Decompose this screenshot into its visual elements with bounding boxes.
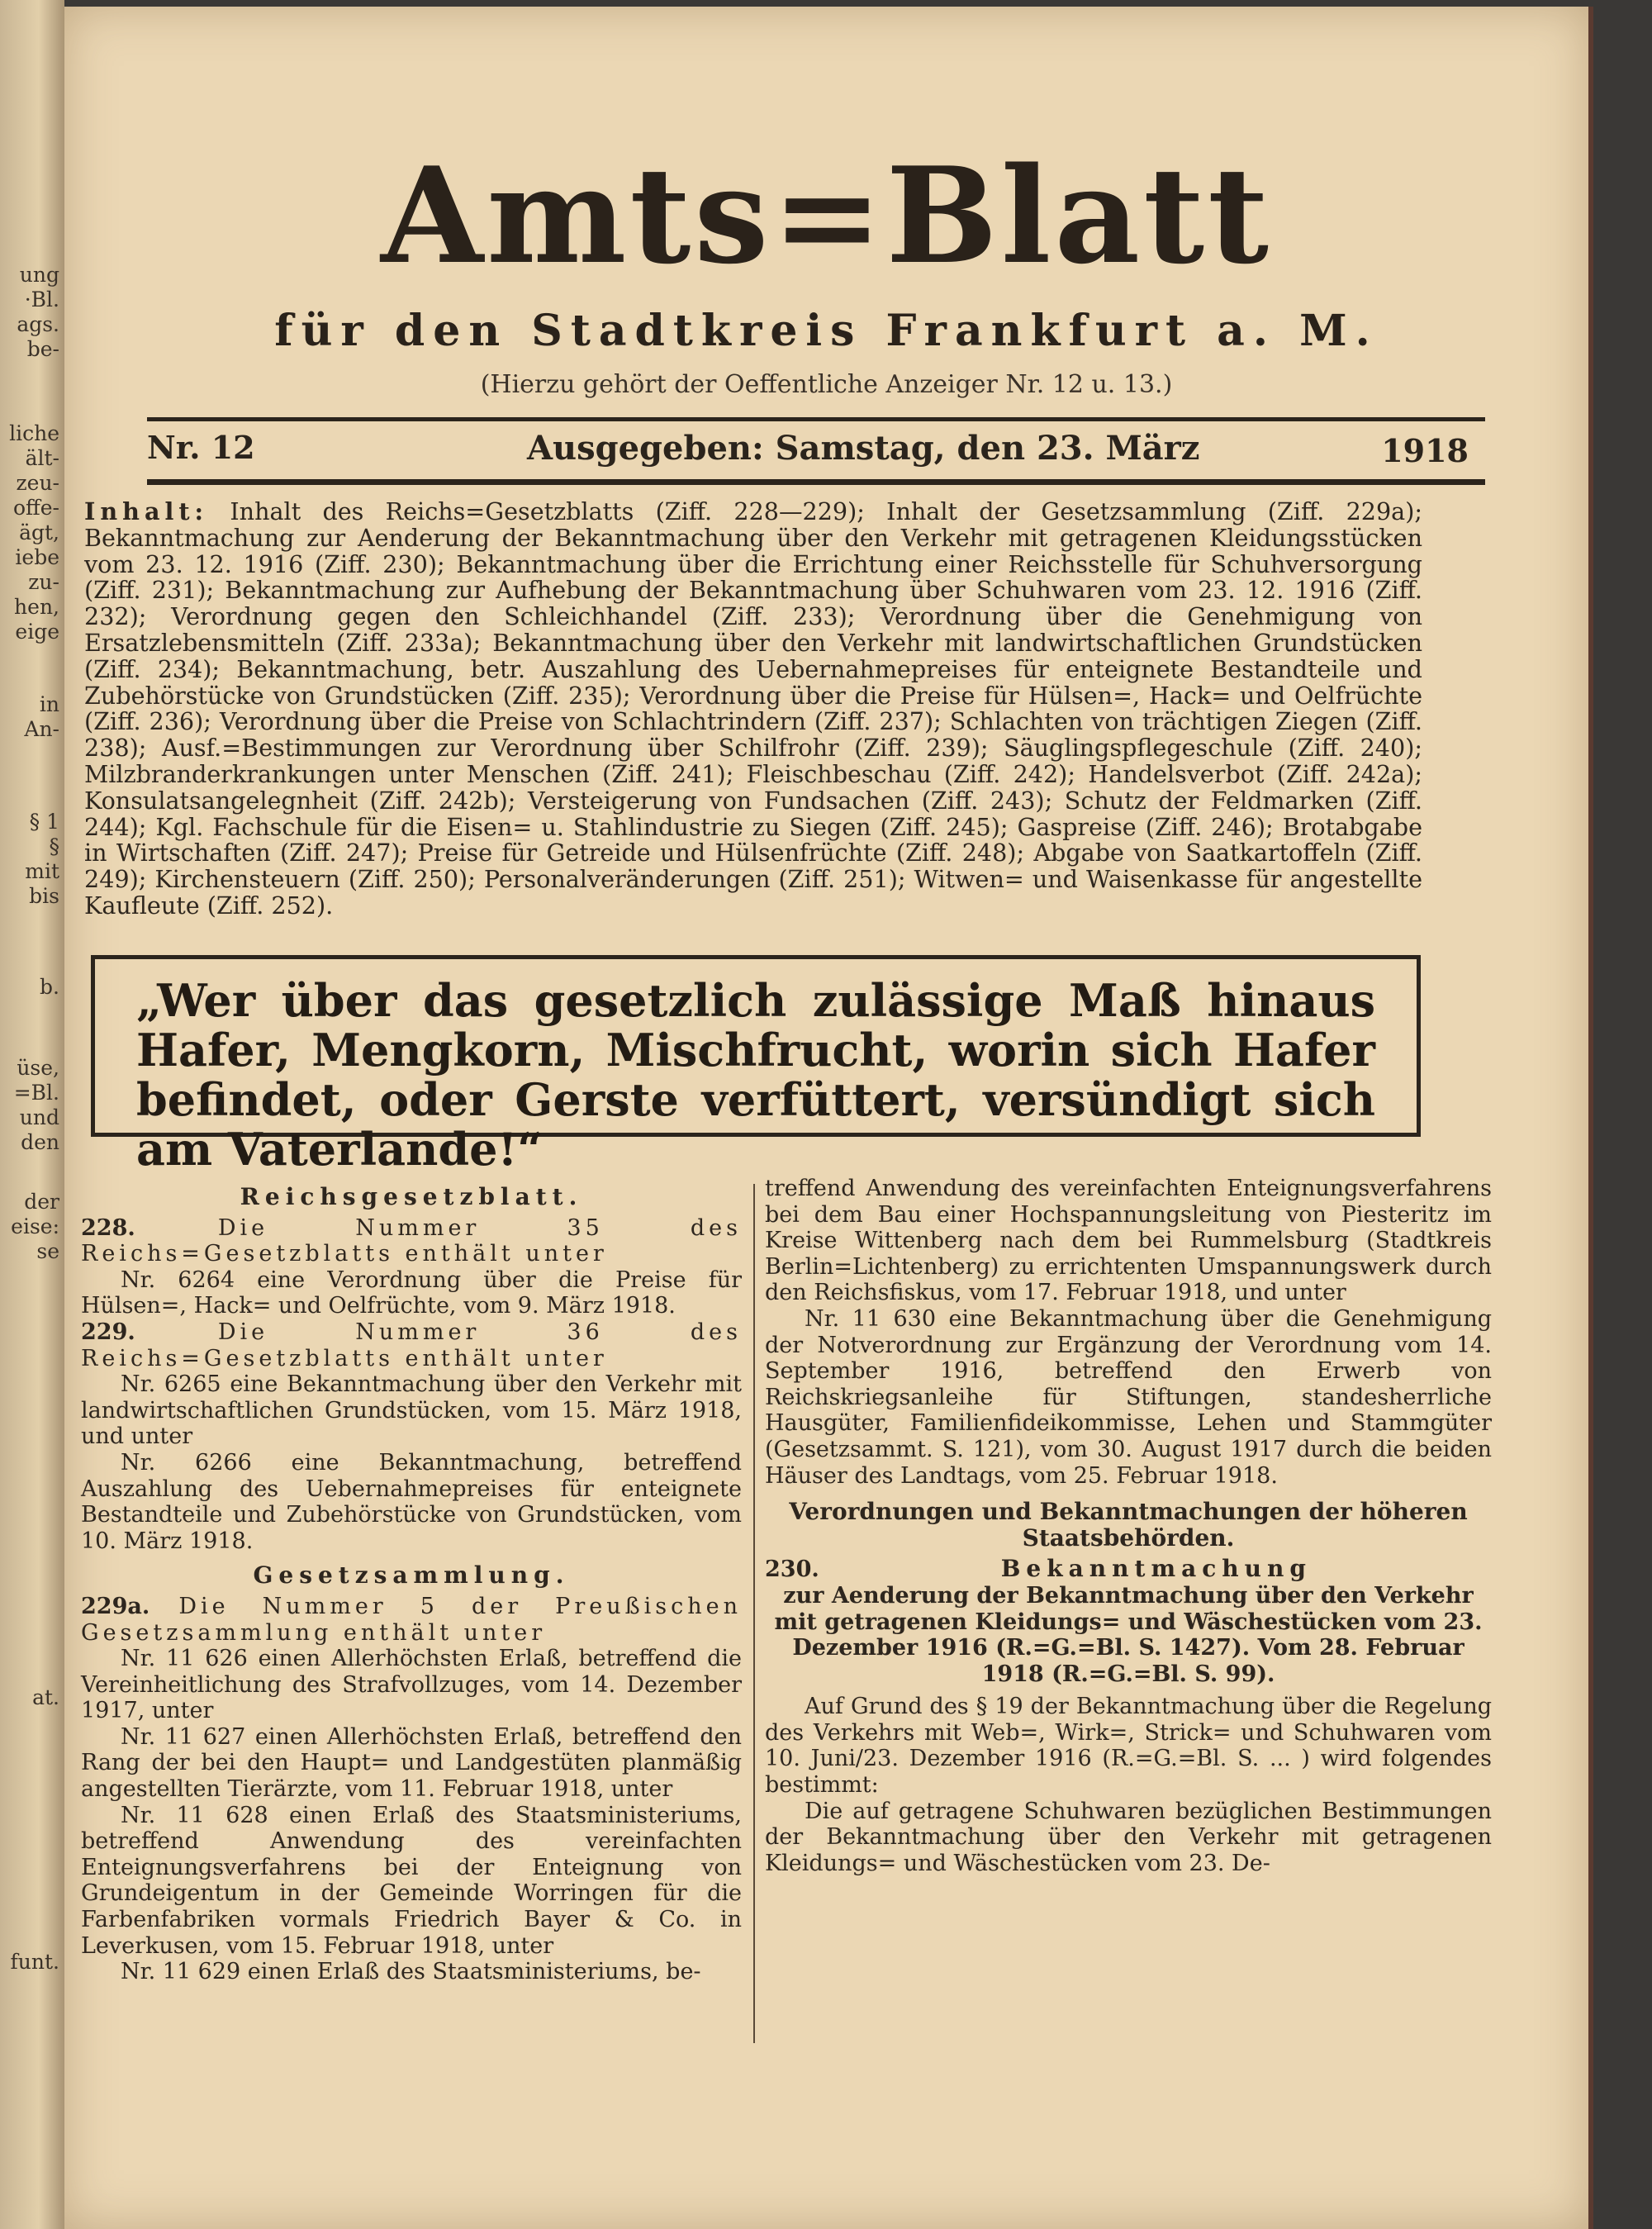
item-11628: Nr. 11 628 einen Erlaß des Staatsministeriums, betreffend Anwendung des vereinfachten Enteignungsverfahrens bei der Enteignung von Grundeigentum in der Gemeinde Worringen für die Farbenfabriken vormals Friedrich Bayer & Co. in Leverkusen, vom 15. Februar 1918, unter: [81, 1802, 742, 1959]
contents-text: Inhalt des Reichs=Gesetzblatts (Ziff. 228—229); Inhalt der Gesetzsammlung (Ziff. 229a); Bekanntmachung zur Aenderung der Bekanntmachung über den Verkehr mit getragenen Kleidungsstücken vom 23. 12. 1916 (Ziff. 230); Bekanntmachung über die Errichtung einer Reichsstelle für Schuhversorgung (Ziff. 231); Bekanntmachung zur Aufhebung der Bekanntmachung über Schuhwaren vom 23. 12. 1916 (Ziff. 232); Verordnung gegen den Schleichhandel (Ziff. 233); Verordnung über die Genehmigung von Ersatzlebensmitteln (Ziff. 233a); Bekanntmachung über den Verkehr mit landwirtschaftlichen Grundstücken (Ziff. 234); Bekanntmachung, betr. Auszahlung des Uebernahmepreises für enteignete Bestandteile und Zubehörstücke von Grundstücken (Ziff. 235); Verordnung über die Preise für Hülsen=, Hack= und Oelfrüchte (Ziff. 236); Verordnung über die Preise von Schlachtrindern (Ziff. 237); Schlachten von trächtigen Ziegen (Ziff. 238); Ausf.=Bestimmungen zur Verordnung über Schilfrohr (Ziff. 239); Säuglingspflegeschule (Ziff. 240); Milzbranderkrankungen unter Menschen (Ziff. 241); Fleischbeschau (Ziff. 242); Handelsverbot (Ziff. 242a); Konsulatsangelegnheit (Ziff. 242b); Versteigerung von Fundsachen (Ziff. 243); Schutz der Feldmarken (Ziff. 244); Kgl. Fachschule für die Eisen= u. Stahlindustrie zu Siegen (Ziff. 245); Gaspreise (Ziff. 246); Brotabgabe in Wirtschaften (Ziff. 247); Preise für Getreide und Hülsenfrüchte (Ziff. 248); Abgabe von Saatkartoffeln (Ziff. 249); Kirchensteuern (Ziff. 250); Personalveränderungen (Ziff. 251); Witwen= und Waisenkasse für angestellte Kaufleute (Ziff. 252).: [84, 497, 1422, 920]
item-230-heading: Bekanntmachung: [1000, 1555, 1312, 1583]
heading-gesetzsammlung: Gesetzsammlung.: [253, 1561, 570, 1590]
item-229a-number: 229a.: [81, 1593, 150, 1619]
top-rule: [147, 417, 1485, 421]
issue-year: 1918: [1381, 432, 1469, 469]
edge-fragment-group-1: ung ·Bl. ags. be-: [17, 263, 59, 361]
item-11626: Nr. 11 626 einen Allerhöchsten Erlaß, betreffend die Vereinheitlichung des Strafvollzuges, vom 14. Dezember 1917, unter: [81, 1646, 742, 1724]
item-11629-continued: treffend Anwendung des vereinfachten Enteignungsverfahrens bei dem Bau einer Hochspannungsleitung von Piesteritz im Kreise Wittenberg nach dem bei Rummelsburg (Stadtkreis Berlin=Lichtenberg) zu errichtenten Umspannungswerk durch den Reichsfiskus, vom 17. Februar 1918, und unter: [765, 1176, 1492, 1306]
item-229a: Nr. 6265 eine Bekanntmachung über den Verkehr mit landwirtschaftlichen Grundstücken, vom 15. März 1918, und unter: [81, 1371, 742, 1450]
item-229b: Nr. 6266 eine Bekanntmachung, betreffend Auszahlung des Uebernahmepreises für enteignete Bestandteile und Zubehörstücke von Grundstücken, vom 10. März 1918.: [81, 1449, 742, 1554]
issue-date: Ausgegeben: Samstag, den 23. März: [527, 429, 1200, 468]
item-230-body-2: Die auf getragene Schuhwaren bezüglichen Bestimmungen der Bekanntmachung über den Verkehr mit getragenen Kleidungs= und Wäschestücken vom 23. De-: [765, 1798, 1492, 1876]
binding-edge: [0, 0, 64, 2229]
edge-fragment-group-9: funt.: [10, 1950, 59, 1974]
heading-verordnungen: Verordnungen und Bekanntmachungen der höheren Staatsbehörden.: [789, 1498, 1468, 1552]
edge-fragment-group-8: at.: [32, 1685, 59, 1709]
edge-fragment-group-7: der eise: se: [11, 1190, 59, 1263]
left-column: [81, 1176, 742, 1985]
bottom-rule: [147, 479, 1485, 485]
item-228-text: Die Nummer 35 des Reichs=Gesetzblatts enthält unter: [81, 1214, 742, 1267]
item-229-text: Die Nummer 36 des Reichs=Gesetzblatts enthält unter: [81, 1319, 742, 1371]
table-of-contents: [84, 499, 1422, 920]
right-column: [765, 1176, 1492, 1876]
masthead-title: Amts=Blatt: [381, 138, 1272, 293]
edge-fragment-group-6: üse, =Bl. und den: [13, 1056, 59, 1154]
issue-row: [147, 424, 1469, 473]
item-228a: Nr. 6264 eine Verordnung über die Preise für Hülsen=, Hack= und Oelfrüchte, vom 9. März 1918.: [81, 1267, 742, 1319]
column-divider: [753, 1184, 755, 2043]
heading-reichsgesetzblatt: Reichsgesetzblatt.: [240, 1183, 583, 1210]
masthead-note: (Hierzu gehört der Oeffentliche Anzeiger Nr. 12 u. 13.): [480, 370, 1173, 399]
item-11629: Nr. 11 629 einen Erlaß des Staatsministeriums, be-: [121, 1959, 701, 1985]
item-230-body-1: Auf Grund des § 19 der Bekanntmachung über die Regelung des Verkehrs mit Web=, Wirk=, Strick= und Schuhwaren vom 10. Juni/23. Dezember 1916 (R.=G.=Bl. S. ... ) wird folgendes bestimmt:: [765, 1694, 1492, 1799]
item-228-number: 228.: [81, 1214, 135, 1241]
item-229a-text: Die Nummer 5 der Preußischen Gesetzsammlung enthält unter: [81, 1593, 743, 1646]
item-11630: Nr. 11 630 eine Bekanntmachung über die Genehmigung der Notverordnung zur Ergänzung der Verordnung vom 14. September 1916, betreffend den Erwerb von Reichskriegsanleihe für Stiftungen, standesherrliche Hausgüter, Familienfideikommisse, Lehen und Stammgüter (Gesetzsammt. S. 121), vom 30. August 1917 durch die beiden Häuser des Landtags, vom 25. Februar 1918.: [765, 1305, 1492, 1489]
newspaper-page: [64, 7, 1593, 2229]
issue-number: Nr. 12: [147, 429, 255, 466]
contents-lead: Inhalt:: [84, 497, 209, 525]
edge-fragment-group-4: § 1 § mit bis: [25, 810, 59, 908]
masthead-subtitle: für den Stadtkreis Frankfurt a. M.: [274, 306, 1379, 356]
item-230-number: 230.: [765, 1556, 819, 1583]
edge-fragment-group-3: in An-: [24, 692, 59, 741]
item-229-number: 229.: [81, 1319, 135, 1345]
motto-box: [91, 955, 1421, 1176]
edge-fragment-group-5: b.: [40, 975, 59, 999]
item-230-title: zur Aenderung der Bekanntmachung über den Verkehr mit getragenen Kleidungs= und Wäschestücken vom 23. Dezember 1916 (R.=G.=Bl. S. 1427). Vom 28. Februar 1918 (R.=G.=Bl. S. 99).: [774, 1582, 1483, 1687]
edge-fragment-group-2: liche ält- zeu- offe- ägt, iebe zu- hen, eige: [9, 421, 59, 644]
item-11627: Nr. 11 627 einen Allerhöchsten Erlaß, betreffend den Rang der bei den Haupt= und Landgestüten planmäßig angestellten Tierärzte, vom 11. Februar 1918, unter: [81, 1723, 742, 1803]
motto-text: „Wer über das gesetzlich zulässige Maß hinaus Hafer, Mengkorn, Mischfrucht, worin sich Hafer befindet, oder Gerste verfüttert, versündigt sich am Vaterlande!“: [136, 974, 1375, 1176]
